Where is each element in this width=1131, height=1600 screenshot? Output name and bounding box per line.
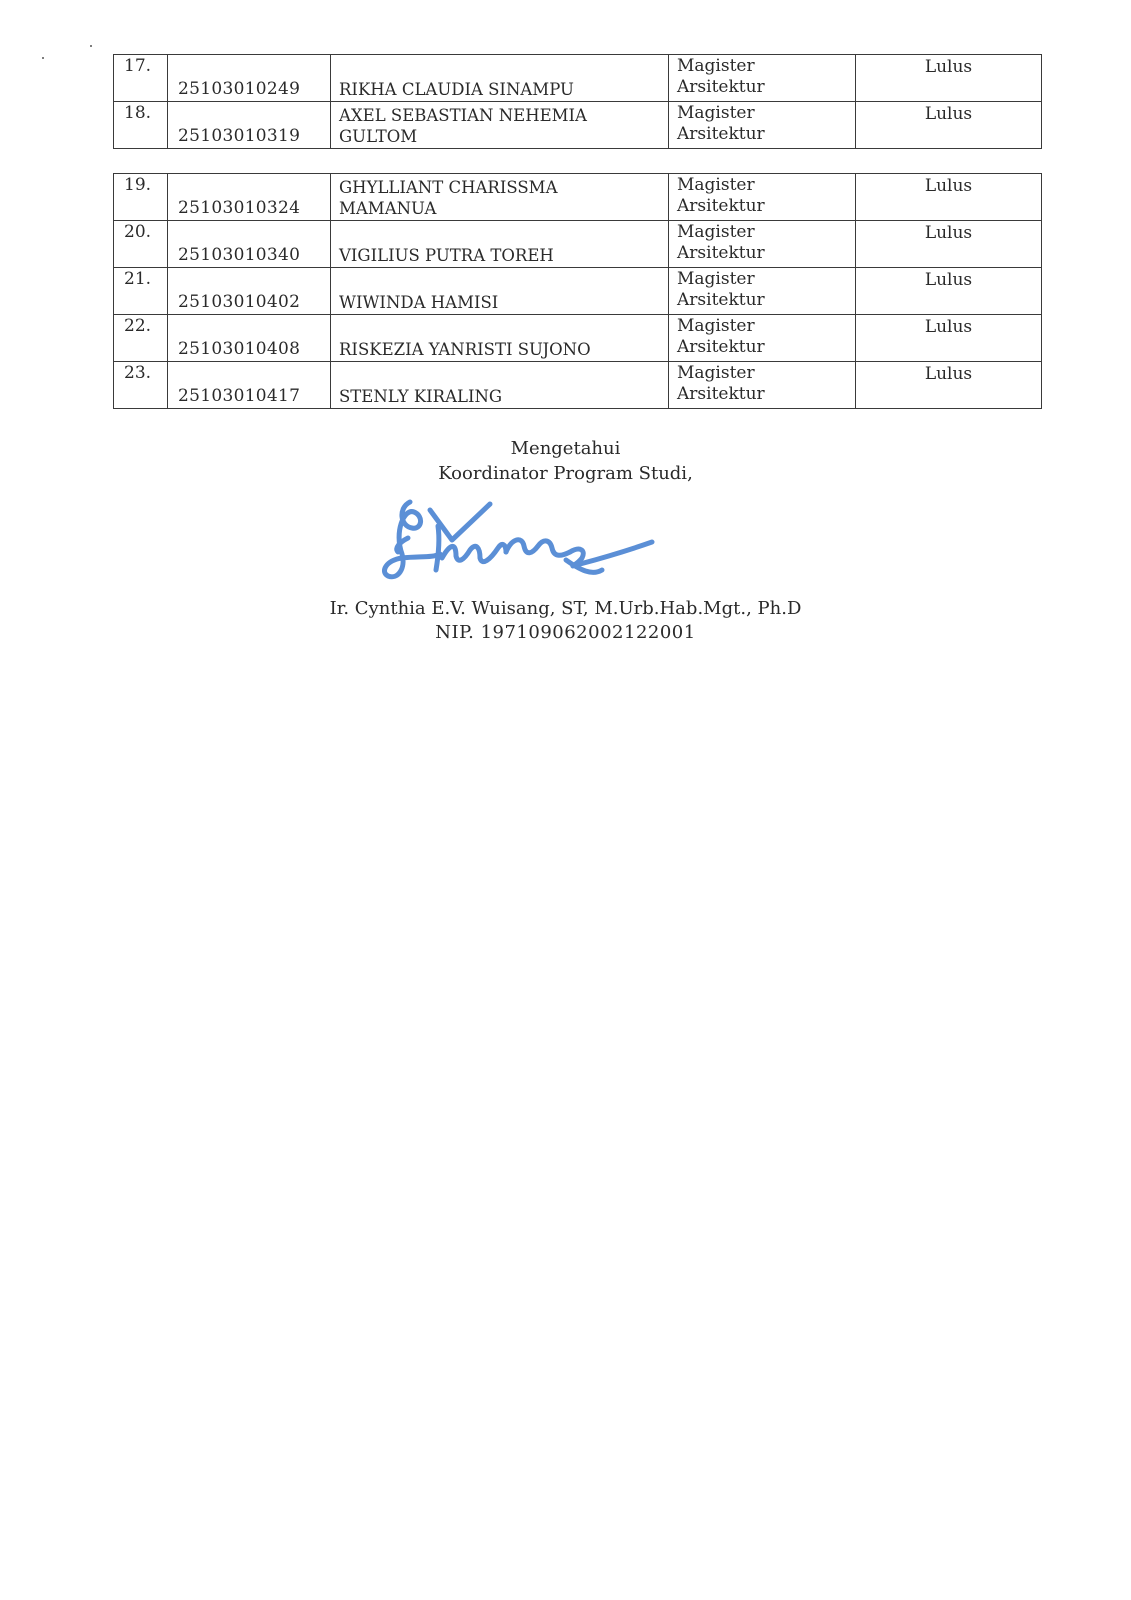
study-program-line1: Magister — [677, 316, 755, 336]
study-program-line2: Arsitektur — [677, 243, 765, 263]
table-row — [114, 268, 1042, 315]
study-program — [669, 362, 856, 409]
signer-name: Ir. Cynthia E.V. Wuisang, ST, M.Urb.Hab.Mgt., Ph.D — [329, 598, 802, 619]
scan-speck — [42, 57, 44, 59]
approval-line-acknowledged: Mengetahui — [510, 438, 621, 459]
graduation-status: Lulus — [856, 174, 1042, 221]
approval-heading — [0, 436, 1131, 486]
table-row — [114, 315, 1042, 362]
student-name-line1: AXEL SEBASTIAN NEHEMIA — [339, 106, 587, 125]
study-program-line1: Magister — [677, 175, 755, 195]
student-name-line2: WIWINDA HAMISI — [339, 293, 499, 312]
study-program — [669, 174, 856, 221]
study-program-line1: Magister — [677, 363, 755, 383]
study-program-line1: Magister — [677, 269, 755, 289]
student-name-line2: STENLY KIRALING — [339, 387, 503, 406]
student-id: 25103010319 — [168, 102, 331, 149]
study-program — [669, 315, 856, 362]
row-number: 18. — [114, 102, 168, 149]
study-program-line2: Arsitektur — [677, 77, 765, 97]
student-id: 25103010402 — [168, 268, 331, 315]
student-name — [331, 102, 669, 149]
study-program-line1: Magister — [677, 56, 755, 76]
row-number: 19. — [114, 174, 168, 221]
student-name-line2: MAMANUA — [339, 199, 437, 218]
study-program — [669, 55, 856, 102]
student-name-line2: VIGILIUS PUTRA TOREH — [339, 246, 554, 265]
row-number: 21. — [114, 268, 168, 315]
study-program-line2: Arsitektur — [677, 196, 765, 216]
study-program-line1: Magister — [677, 103, 755, 123]
student-name — [331, 315, 669, 362]
signer-nip: NIP. 197109062002122001 — [435, 622, 696, 643]
graduation-status: Lulus — [856, 55, 1042, 102]
study-program — [669, 221, 856, 268]
student-id: 25103010324 — [168, 174, 331, 221]
signer-block — [0, 597, 1131, 645]
graduation-status: Lulus — [856, 268, 1042, 315]
table-row — [114, 174, 1042, 221]
student-id: 25103010408 — [168, 315, 331, 362]
student-name-line2: GULTOM — [339, 127, 418, 146]
student-id: 25103010340 — [168, 221, 331, 268]
student-id: 25103010417 — [168, 362, 331, 409]
scan-speck — [90, 45, 92, 47]
student-name — [331, 362, 669, 409]
study-program-line2: Arsitektur — [677, 384, 765, 404]
graduation-status: Lulus — [856, 362, 1042, 409]
student-name-line2: RIKHA CLAUDIA SINAMPU — [339, 80, 574, 99]
table-row — [114, 362, 1042, 409]
graduation-status: Lulus — [856, 102, 1042, 149]
row-number: 20. — [114, 221, 168, 268]
graduation-status: Lulus — [856, 221, 1042, 268]
student-name — [331, 221, 669, 268]
handwritten-signature — [380, 498, 670, 592]
study-program — [669, 268, 856, 315]
row-number: 22. — [114, 315, 168, 362]
study-program-line2: Arsitektur — [677, 124, 765, 144]
study-program-line2: Arsitektur — [677, 290, 765, 310]
student-name-line2: RISKEZIA YANRISTI SUJONO — [339, 340, 591, 359]
study-program — [669, 102, 856, 149]
study-program-line2: Arsitektur — [677, 337, 765, 357]
approval-line-role: Koordinator Program Studi, — [438, 463, 693, 484]
student-id: 25103010249 — [168, 55, 331, 102]
student-name-line1: GHYLLIANT CHARISSMA — [339, 178, 558, 197]
study-program-line1: Magister — [677, 222, 755, 242]
graduation-status: Lulus — [856, 315, 1042, 362]
table-row — [114, 55, 1042, 102]
row-number: 23. — [114, 362, 168, 409]
student-name — [331, 268, 669, 315]
table-row — [114, 102, 1042, 149]
student-name — [331, 174, 669, 221]
row-number: 17. — [114, 55, 168, 102]
results-table-top — [113, 54, 1042, 149]
student-name — [331, 55, 669, 102]
results-table-bottom — [113, 173, 1042, 409]
table-row — [114, 221, 1042, 268]
